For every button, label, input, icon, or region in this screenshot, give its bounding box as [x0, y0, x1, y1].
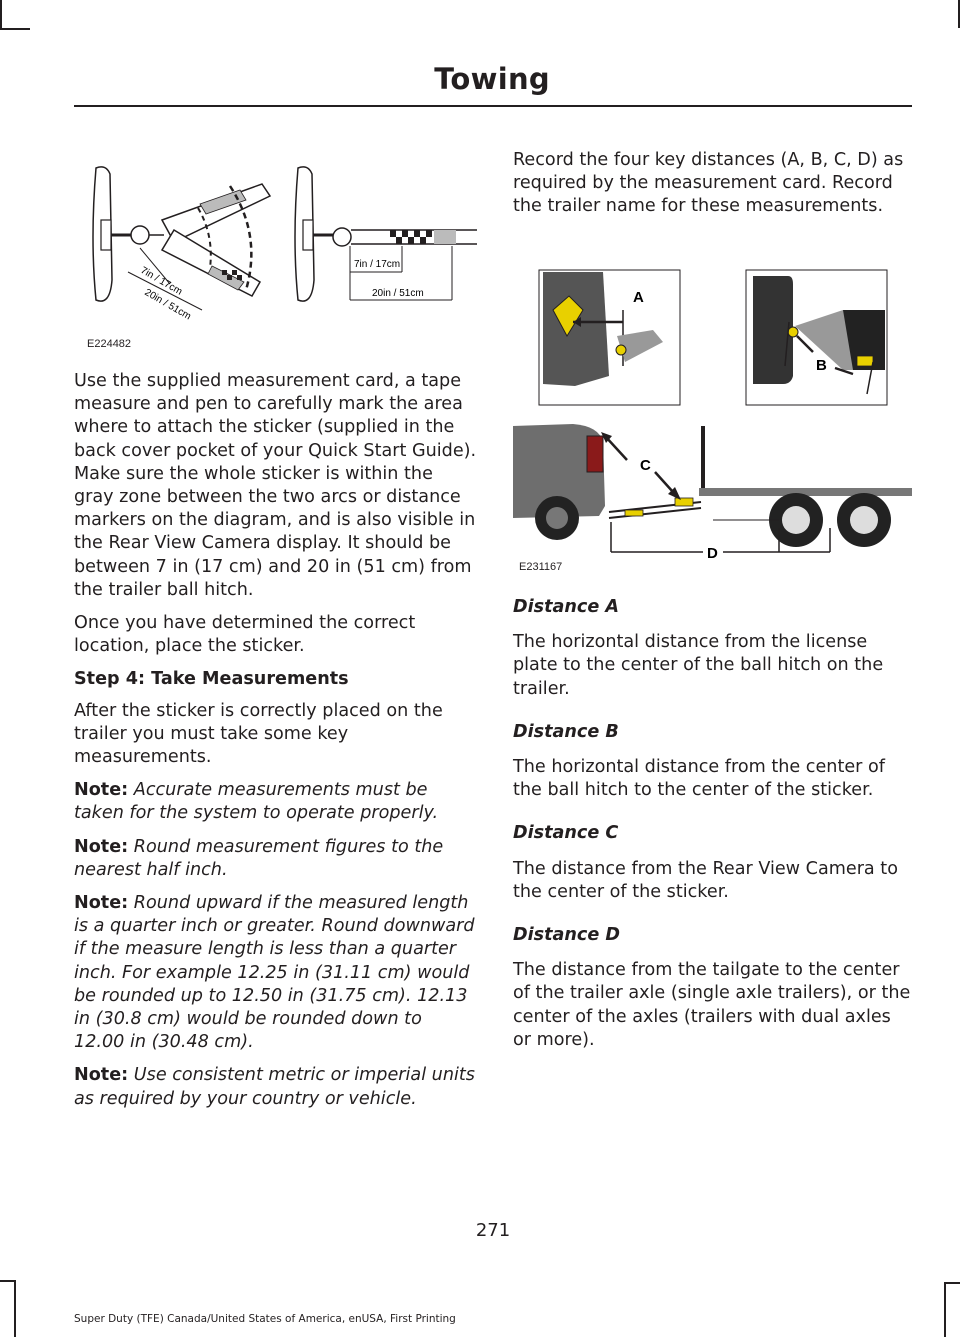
figure1-label-short-right: 7in / 17cm	[354, 259, 401, 270]
note-text: Use consistent metric or imperial units as required by your country or vehicle.	[74, 1065, 475, 1109]
note	[74, 836, 477, 882]
note-text: Accurate measurements must be taken for the system to operate properly.	[74, 780, 439, 824]
note-text: Round measurement figures to the nearest half inch.	[74, 836, 444, 880]
figure1-label-long-right: 20in / 51cm	[372, 288, 424, 299]
distance-a-title: Distance A	[513, 597, 620, 617]
sticker-placement-diagram	[74, 150, 477, 360]
distance-d-text: The distance from the tailgate to the center of the trailer axle (single axle trailers), or the center of the axles (trailers with dual axles or more).	[513, 960, 911, 1050]
page-number: 271	[475, 1220, 511, 1241]
distance-b-title: Distance B	[513, 721, 619, 742]
left-column	[74, 370, 477, 1121]
distance-d-label: D	[707, 545, 718, 562]
crop-mark-bottom-right-v	[944, 1282, 946, 1337]
distance-a-label: A	[633, 289, 644, 306]
note-label: Note:	[74, 1065, 129, 1086]
note-label: Note:	[74, 780, 129, 801]
crop-mark-bottom-left-h	[0, 1280, 16, 1282]
crop-mark-top-left-v	[0, 0, 2, 30]
distance-b-label: B	[816, 357, 827, 374]
paragraph: Use the supplied measurement card, a tape measure and pen to carefully mark the area where to attach the sticker (supplied in the back cover pocket of your Quick Start Guide). Make sure the whole sticker is within the gray zone between the two arcs or distance markers on the diagram, and is also visible in the Rear View Camera display. It should be between 7 in (17 cm) and 20 in (51 cm) from the trailer ball hitch.	[74, 371, 477, 600]
header-divider	[74, 105, 912, 107]
page-footer: Super Duty (TFE) Canada/United States of America, enUSA, First Printing	[74, 1313, 456, 1325]
right-column-intro	[513, 149, 912, 229]
paragraph: Record the four key distances (A, B, C, D) as required by the measurement card. Record the trailer name for these measurements.	[513, 150, 904, 217]
sticker-marker-right	[390, 230, 432, 244]
distance-d-title: Distance D	[513, 925, 621, 946]
distances-list	[513, 576, 912, 1062]
distance-c-label: C	[640, 457, 651, 474]
figure1-label-short-left: 7in / 17cm	[138, 265, 184, 298]
distance-a-text: The horizontal distance from the license plate to the center of the ball hitch on the trailer.	[513, 632, 884, 699]
crop-mark-bottom-right-h	[944, 1282, 960, 1284]
page-title: Towing	[434, 62, 550, 96]
figure2-code: E231167	[519, 561, 563, 573]
figure1-code: E224482	[87, 338, 132, 350]
figure1-label-long-left: 20in / 51cm	[142, 287, 193, 323]
paragraph: After the sticker is correctly placed on the trailer you must take some key measurements.	[74, 700, 443, 768]
note	[74, 779, 477, 825]
sticker-placement-figure	[74, 150, 477, 360]
section-heading: Step 4: Take Measurements	[74, 669, 349, 690]
distances-figure	[513, 266, 912, 576]
distances-diagram	[513, 266, 912, 576]
paragraph: Once you have determined the correct location, place the sticker.	[74, 613, 416, 657]
note-label: Note:	[74, 893, 129, 914]
distance-b-text: The horizontal distance from the center of the ball hitch to the center of the sticker.	[513, 757, 885, 801]
crop-mark-top-left-h	[0, 28, 30, 30]
note	[74, 892, 477, 1054]
distance-c-title: Distance C	[513, 823, 619, 844]
note	[74, 1064, 477, 1110]
note-text: Round upward if the measured length is a quarter inch or greater. Round downward if the measure length is less than a quarter inch. For example 12.25 in (31.11 cm) would be rounded up to 12.50 in (31.75 cm). 12.13 in (30.8 cm) would be rounded down to 12.00 in (30.48 cm).	[74, 893, 475, 1053]
distance-c-text: The distance from the Rear View Camera to the center of the sticker.	[513, 858, 898, 902]
note-label: Note:	[74, 836, 129, 857]
crop-mark-bottom-left-v	[14, 1280, 16, 1337]
